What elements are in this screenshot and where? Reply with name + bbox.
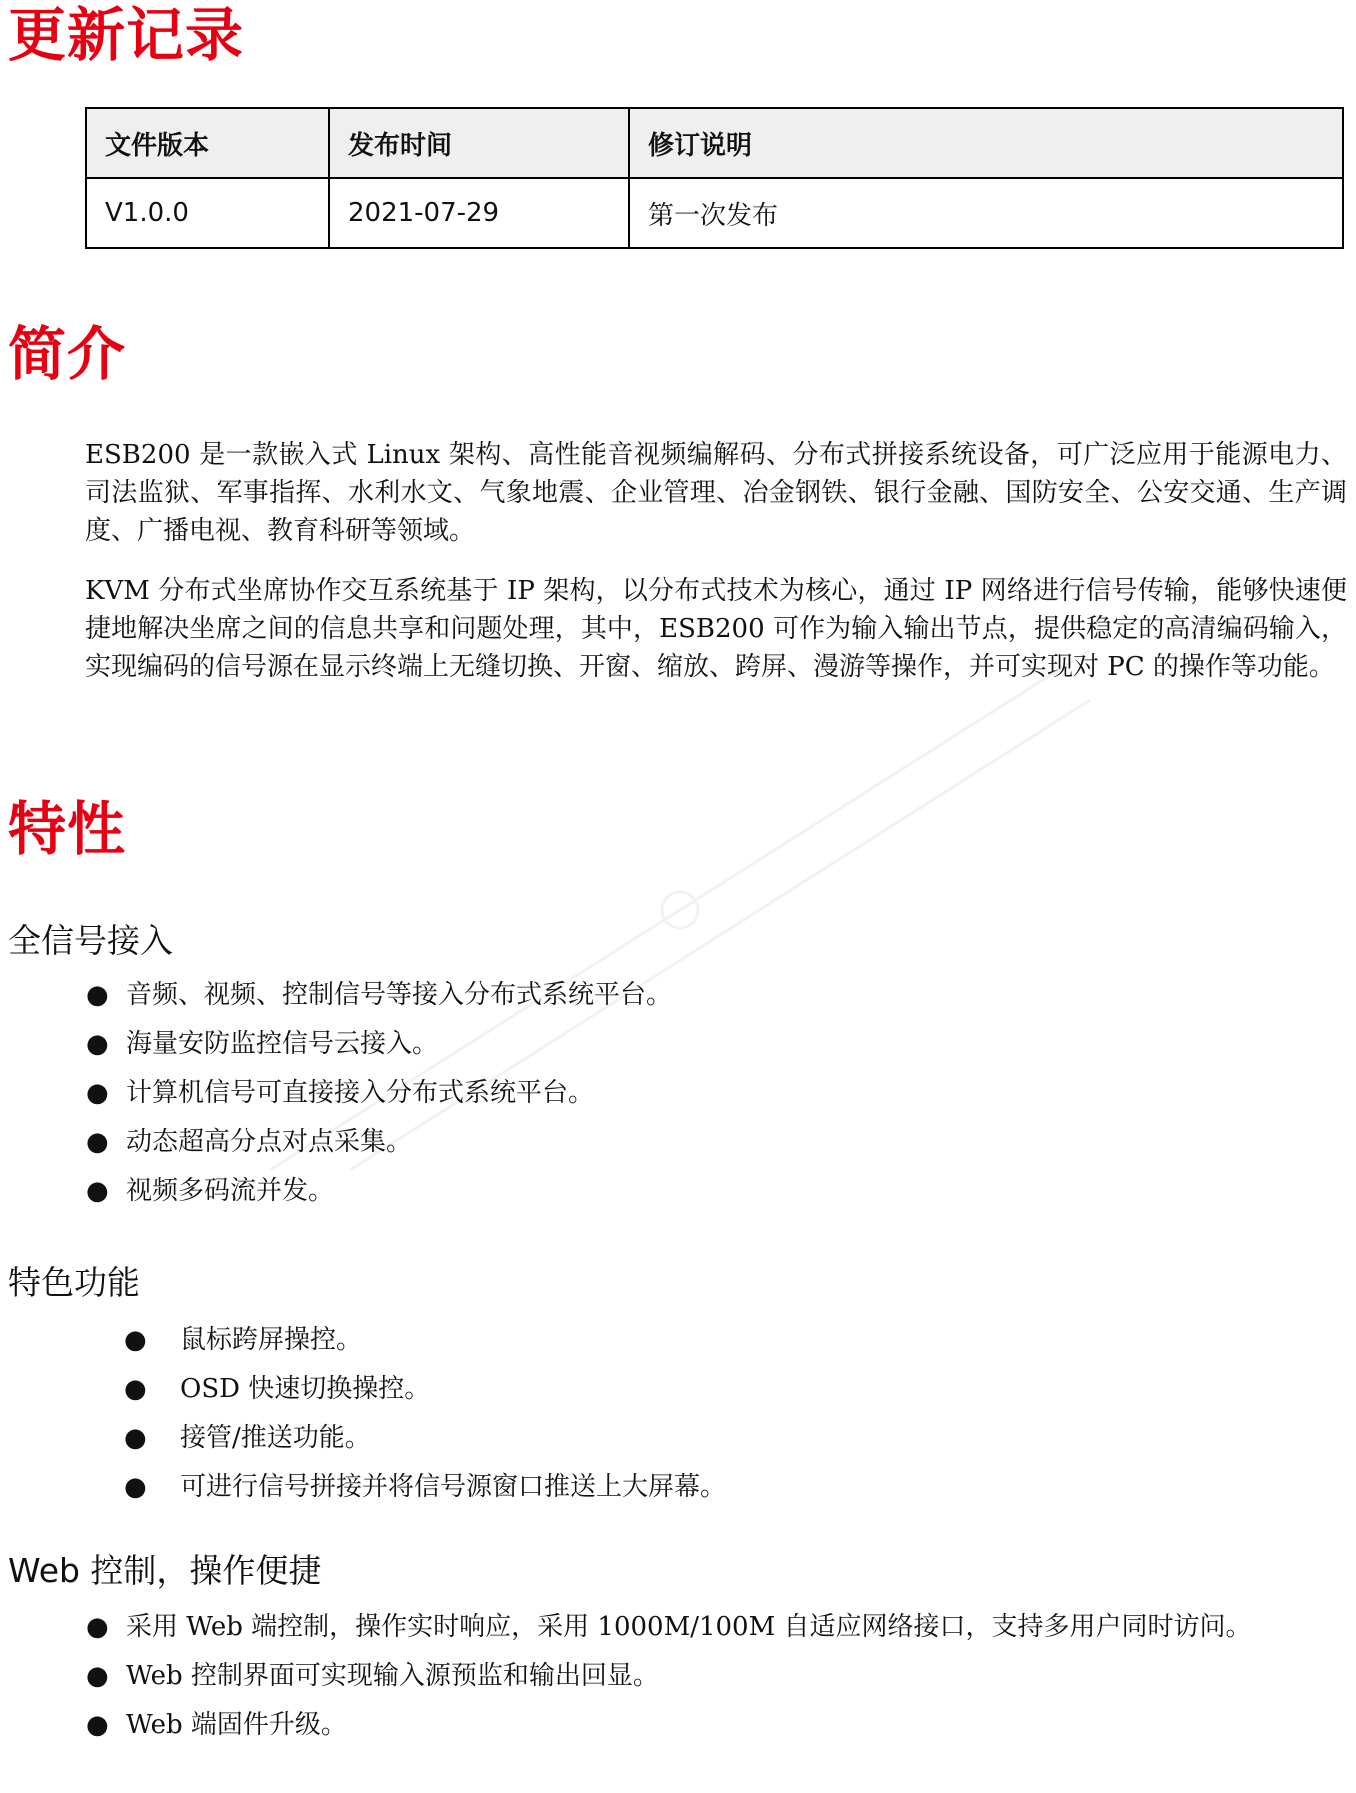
intro-paragraph-2: KVM 分布式坐席协作交互系统基于 IP 架构，以分布式技术为核心，通过 IP 网络进行信号传输，能够快速便捷地解决坐席之间的信息共享和问题处理，其中，ESB200 可作为输入输出节点，提供稳定的高清编码输入，实现编码的信号源在显示终端上无缝切换、开窗、缩放、跨屏、漫游等操作，并可实现对 PC 的操作等功能。	[85, 576, 1347, 682]
list-item	[124, 1316, 1324, 1365]
bullet-icon: ●	[86, 1710, 109, 1740]
header-revision-notes: 修订说明	[629, 108, 1343, 178]
list-item	[124, 1463, 1324, 1512]
list-item	[86, 1020, 1326, 1069]
list-item-text: 海量安防监控信号云接入。	[126, 1029, 439, 1059]
table-header-row	[86, 108, 1343, 178]
features-title: 特性	[8, 795, 127, 863]
feature-group-title-special-functions: 特色功能	[8, 1263, 140, 1302]
list-item-text: 接管/推送功能。	[180, 1423, 371, 1453]
list-item	[124, 1414, 1324, 1463]
cell-revision-notes: 第一次发布	[629, 178, 1343, 248]
bullet-icon: ●	[86, 1176, 109, 1206]
cell-version: V1.0.0	[86, 178, 329, 248]
bullet-icon: ●	[86, 1029, 109, 1059]
feature-list-web-control	[86, 1608, 1296, 1755]
cell-release-date: 2021-07-29	[329, 178, 629, 248]
intro-title: 简介	[8, 320, 127, 388]
list-item	[124, 1365, 1324, 1414]
bullet-icon: ●	[86, 1661, 109, 1691]
feature-list-signal-access	[86, 971, 1326, 1216]
list-item-text: 采用 Web 端控制，操作实时响应，采用 1000M/100M 自适应网络接口，支持多用户同时访问。	[126, 1612, 1252, 1642]
list-item	[86, 1069, 1326, 1118]
bullet-icon: ●	[86, 1078, 109, 1108]
bullet-icon: ●	[124, 1423, 147, 1453]
feature-group-title-signal-access: 全信号接入	[8, 921, 173, 960]
list-item	[86, 1608, 1296, 1646]
list-item-text: 视频多码流并发。	[126, 1176, 335, 1206]
list-item-text: 动态超高分点对点采集。	[126, 1127, 413, 1157]
list-item	[86, 1167, 1326, 1216]
table-row	[86, 178, 1343, 248]
header-release-date: 发布时间	[329, 108, 629, 178]
bullet-icon: ●	[86, 1612, 109, 1642]
list-item	[86, 1657, 1296, 1695]
list-item	[86, 1118, 1326, 1167]
list-item	[86, 1706, 1296, 1744]
list-item-text: OSD 快速切换操控。	[180, 1374, 431, 1404]
bullet-icon: ●	[86, 1127, 109, 1157]
bullet-icon: ●	[124, 1325, 147, 1355]
list-item-text: Web 端固件升级。	[126, 1710, 347, 1740]
feature-list-special-functions	[124, 1316, 1324, 1512]
bullet-icon: ●	[124, 1374, 147, 1404]
bullet-icon: ●	[124, 1472, 147, 1502]
feature-group-title-web-control: Web 控制，操作便捷	[8, 1551, 322, 1590]
list-item-text: 音频、视频、控制信号等接入分布式系统平台。	[126, 980, 673, 1010]
changelog-table	[85, 107, 1344, 249]
list-item-text: Web 控制界面可实现输入源预监和输出回显。	[126, 1661, 659, 1691]
intro-paragraph-1: ESB200 是一款嵌入式 Linux 架构、高性能音视频编解码、分布式拼接系统设备，可广泛应用于能源电力、司法监狱、军事指挥、水利水文、气象地震、企业管理、冶金钢铁、银行金融、国防安全、公安交通、生产调度、广播电视、教育科研等领域。	[85, 440, 1347, 546]
header-version: 文件版本	[86, 108, 329, 178]
list-item-text: 鼠标跨屏操控。	[180, 1325, 363, 1355]
list-item-text: 可进行信号拼接并将信号源窗口推送上大屏幕。	[180, 1472, 727, 1502]
bullet-icon: ●	[86, 980, 109, 1010]
list-item	[86, 971, 1326, 1020]
list-item-text: 计算机信号可直接接入分布式系统平台。	[126, 1078, 595, 1108]
changelog-title: 更新记录	[8, 1, 245, 69]
